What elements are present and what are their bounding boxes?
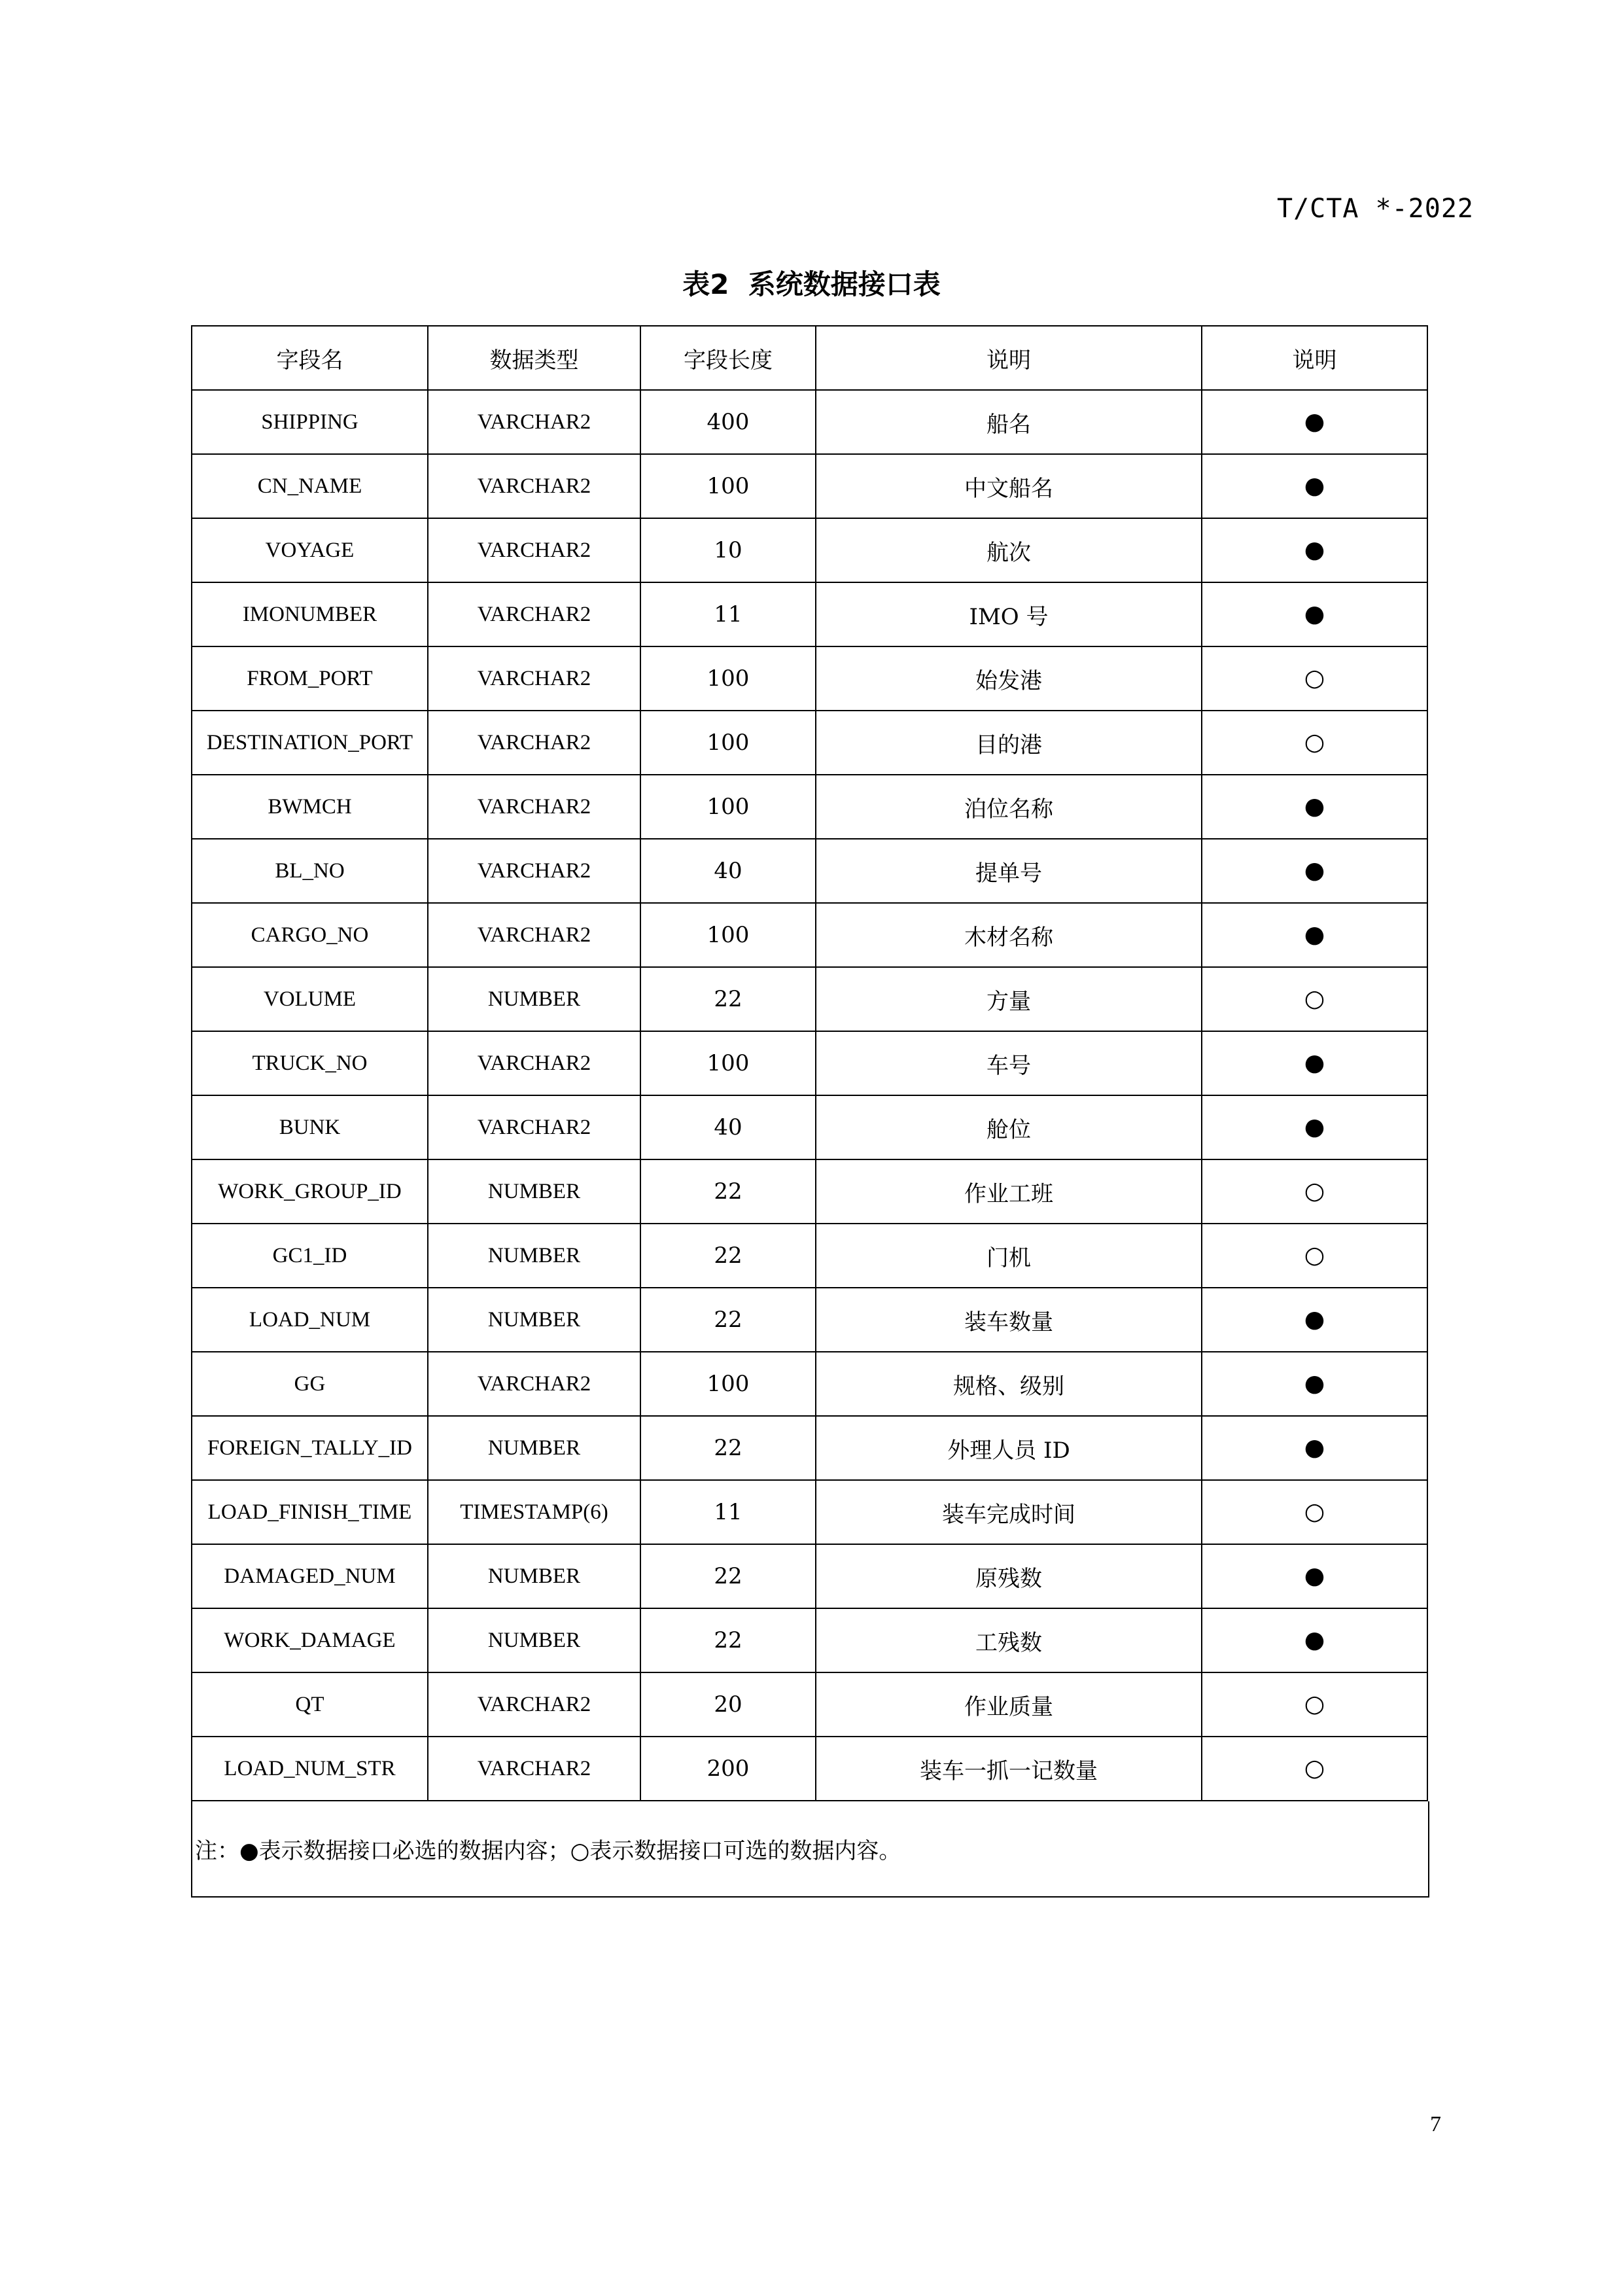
requirement-mark: ●: [1304, 601, 1325, 627]
field-name-cell: LOAD_NUM_STR: [192, 1737, 428, 1801]
requirement-mark-cell: [1202, 1159, 1427, 1224]
data-type-cell: NUMBER: [428, 1544, 640, 1608]
field-length-cell: 22: [640, 1544, 816, 1608]
field-length-cell: 100: [640, 711, 816, 775]
field-name-cell: LOAD_NUM: [192, 1288, 428, 1352]
data-type-cell: NUMBER: [428, 967, 640, 1031]
requirement-mark: ●: [1304, 1627, 1325, 1653]
field-length-cell: 22: [640, 1288, 816, 1352]
requirement-mark-cell: [1202, 839, 1427, 903]
requirement-mark: ●: [1304, 1434, 1325, 1461]
field-name-cell: DESTINATION_PORT: [192, 711, 428, 775]
field-name-cell: VOLUME: [192, 967, 428, 1031]
requirement-mark-cell: [1202, 390, 1427, 454]
description-cell: 船名: [816, 390, 1202, 454]
field-name-cell: BWMCH: [192, 775, 428, 839]
table-row: [192, 903, 1427, 967]
requirement-mark-cell: [1202, 1031, 1427, 1095]
table-row: [192, 775, 1427, 839]
table-note: 注：●表示数据接口必选的数据内容；○表示数据接口可选的数据内容。: [191, 1801, 1429, 1898]
table-row: [192, 1416, 1427, 1480]
table-row: [192, 711, 1427, 775]
requirement-mark: ●: [1304, 1563, 1325, 1589]
requirement-mark-cell: [1202, 1480, 1427, 1544]
data-type-cell: VARCHAR2: [428, 1737, 640, 1801]
table-header-row: [192, 326, 1427, 390]
column-header-requirement: 说明: [1202, 326, 1427, 390]
field-length-cell: 400: [640, 390, 816, 454]
requirement-mark: ●: [1304, 472, 1325, 499]
data-type-cell: VARCHAR2: [428, 1095, 640, 1159]
field-name-cell: LOAD_FINISH_TIME: [192, 1480, 428, 1544]
field-name-cell: QT: [192, 1672, 428, 1737]
table-row: [192, 1480, 1427, 1544]
requirement-mark: ●: [1304, 408, 1325, 435]
table-row: [192, 1095, 1427, 1159]
interface-table: [191, 325, 1428, 1801]
requirement-mark: ●: [1304, 1050, 1325, 1076]
requirement-mark: ○: [1304, 1755, 1325, 1782]
table-row: [192, 454, 1427, 518]
interface-table-container: [191, 325, 1427, 1898]
field-name-cell: FOREIGN_TALLY_ID: [192, 1416, 428, 1480]
description-cell: 原残数: [816, 1544, 1202, 1608]
field-length-cell: 100: [640, 454, 816, 518]
table-title: 表2 系统数据接口表: [682, 268, 941, 300]
description-cell: 规格、级别: [816, 1352, 1202, 1416]
table-row: [192, 1737, 1427, 1801]
table-row: [192, 1288, 1427, 1352]
requirement-mark: ○: [1304, 985, 1325, 1012]
data-type-cell: VARCHAR2: [428, 390, 640, 454]
data-type-cell: NUMBER: [428, 1288, 640, 1352]
field-name-cell: GC1_ID: [192, 1224, 428, 1288]
field-length-cell: 11: [640, 1480, 816, 1544]
requirement-mark-cell: [1202, 454, 1427, 518]
requirement-mark: ●: [1304, 537, 1325, 563]
table-row: [192, 1031, 1427, 1095]
field-length-cell: 100: [640, 903, 816, 967]
data-type-cell: NUMBER: [428, 1416, 640, 1480]
field-name-cell: FROM_PORT: [192, 646, 428, 711]
field-name-cell: VOYAGE: [192, 518, 428, 582]
table-row: [192, 1544, 1427, 1608]
field-length-cell: 100: [640, 646, 816, 711]
table-row: [192, 839, 1427, 903]
requirement-mark: ●: [1304, 921, 1325, 948]
requirement-mark: ○: [1304, 729, 1325, 756]
field-length-cell: 22: [640, 1224, 816, 1288]
data-type-cell: VARCHAR2: [428, 1352, 640, 1416]
table-row: [192, 1672, 1427, 1737]
requirement-mark-cell: [1202, 1608, 1427, 1672]
description-cell: 外理人员 ID: [816, 1416, 1202, 1480]
requirement-mark-cell: [1202, 775, 1427, 839]
field-name-cell: CN_NAME: [192, 454, 428, 518]
requirement-mark-cell: [1202, 1672, 1427, 1737]
table-row: [192, 1159, 1427, 1224]
table-row: [192, 390, 1427, 454]
requirement-mark: ○: [1304, 1498, 1325, 1525]
field-name-cell: BUNK: [192, 1095, 428, 1159]
requirement-mark: ○: [1304, 1242, 1325, 1269]
field-name-cell: DAMAGED_NUM: [192, 1544, 428, 1608]
requirement-mark-cell: [1202, 518, 1427, 582]
field-name-cell: WORK_DAMAGE: [192, 1608, 428, 1672]
table-row: [192, 646, 1427, 711]
data-type-cell: NUMBER: [428, 1608, 640, 1672]
requirement-mark-cell: [1202, 1288, 1427, 1352]
field-name-cell: WORK_GROUP_ID: [192, 1159, 428, 1224]
field-length-cell: 40: [640, 1095, 816, 1159]
field-length-cell: 22: [640, 967, 816, 1031]
requirement-mark-cell: [1202, 1416, 1427, 1480]
table-row: [192, 518, 1427, 582]
requirement-mark-cell: [1202, 1224, 1427, 1288]
field-length-cell: 20: [640, 1672, 816, 1737]
field-name-cell: BL_NO: [192, 839, 428, 903]
table-row: [192, 582, 1427, 646]
requirement-mark: ○: [1304, 665, 1325, 692]
requirement-mark-cell: [1202, 903, 1427, 967]
description-cell: 作业工班: [816, 1159, 1202, 1224]
data-type-cell: VARCHAR2: [428, 711, 640, 775]
description-cell: 提单号: [816, 839, 1202, 903]
requirement-mark-cell: [1202, 1095, 1427, 1159]
requirement-mark: ○: [1304, 1691, 1325, 1718]
description-cell: 方量: [816, 967, 1202, 1031]
field-name-cell: GG: [192, 1352, 428, 1416]
requirement-mark-cell: [1202, 1737, 1427, 1801]
field-length-cell: 22: [640, 1416, 816, 1480]
data-type-cell: VARCHAR2: [428, 454, 640, 518]
field-length-cell: 22: [640, 1608, 816, 1672]
requirement-mark: ●: [1304, 793, 1325, 820]
field-length-cell: 40: [640, 839, 816, 903]
column-header-data-type: 数据类型: [428, 326, 640, 390]
requirement-mark: ●: [1304, 1306, 1325, 1333]
table-body: [192, 390, 1427, 1801]
field-name-cell: SHIPPING: [192, 390, 428, 454]
field-length-cell: 100: [640, 1031, 816, 1095]
data-type-cell: VARCHAR2: [428, 582, 640, 646]
table-row: [192, 1224, 1427, 1288]
requirement-mark-cell: [1202, 1352, 1427, 1416]
column-header-field-length: 字段长度: [640, 326, 816, 390]
description-cell: 始发港: [816, 646, 1202, 711]
data-type-cell: NUMBER: [428, 1224, 640, 1288]
data-type-cell: TIMESTAMP(6): [428, 1480, 640, 1544]
description-cell: 车号: [816, 1031, 1202, 1095]
description-cell: IMO 号: [816, 582, 1202, 646]
column-header-field-name: 字段名: [192, 326, 428, 390]
requirement-mark-cell: [1202, 711, 1427, 775]
table-row: [192, 1352, 1427, 1416]
data-type-cell: NUMBER: [428, 1159, 640, 1224]
data-type-cell: VARCHAR2: [428, 646, 640, 711]
data-type-cell: VARCHAR2: [428, 518, 640, 582]
description-cell: 目的港: [816, 711, 1202, 775]
data-type-cell: VARCHAR2: [428, 903, 640, 967]
requirement-mark-cell: [1202, 582, 1427, 646]
table-row: [192, 1608, 1427, 1672]
requirement-mark: ●: [1304, 1114, 1325, 1140]
field-name-cell: IMONUMBER: [192, 582, 428, 646]
requirement-mark: ●: [1304, 1370, 1325, 1397]
field-length-cell: 100: [640, 1352, 816, 1416]
field-name-cell: CARGO_NO: [192, 903, 428, 967]
data-type-cell: VARCHAR2: [428, 839, 640, 903]
description-cell: 装车一抓一记数量: [816, 1737, 1202, 1801]
field-length-cell: 22: [640, 1159, 816, 1224]
field-length-cell: 11: [640, 582, 816, 646]
requirement-mark: ○: [1304, 1178, 1325, 1205]
description-cell: 装车数量: [816, 1288, 1202, 1352]
requirement-mark-cell: [1202, 646, 1427, 711]
data-type-cell: VARCHAR2: [428, 1031, 640, 1095]
data-type-cell: VARCHAR2: [428, 1672, 640, 1737]
data-type-cell: VARCHAR2: [428, 775, 640, 839]
description-cell: 木材名称: [816, 903, 1202, 967]
field-name-cell: TRUCK_NO: [192, 1031, 428, 1095]
requirement-mark-cell: [1202, 1544, 1427, 1608]
field-length-cell: 200: [640, 1737, 816, 1801]
description-cell: 航次: [816, 518, 1202, 582]
page-number: 7: [1430, 2112, 1441, 2136]
description-cell: 舱位: [816, 1095, 1202, 1159]
requirement-mark: ●: [1304, 857, 1325, 884]
description-cell: 装车完成时间: [816, 1480, 1202, 1544]
description-cell: 中文船名: [816, 454, 1202, 518]
table-row: [192, 967, 1427, 1031]
requirement-mark-cell: [1202, 967, 1427, 1031]
field-length-cell: 10: [640, 518, 816, 582]
description-cell: 泊位名称: [816, 775, 1202, 839]
column-header-description: 说明: [816, 326, 1202, 390]
field-length-cell: 100: [640, 775, 816, 839]
description-cell: 门机: [816, 1224, 1202, 1288]
description-cell: 工残数: [816, 1608, 1202, 1672]
description-cell: 作业质量: [816, 1672, 1202, 1737]
document-code: T/CTA *-2022: [1277, 194, 1474, 224]
